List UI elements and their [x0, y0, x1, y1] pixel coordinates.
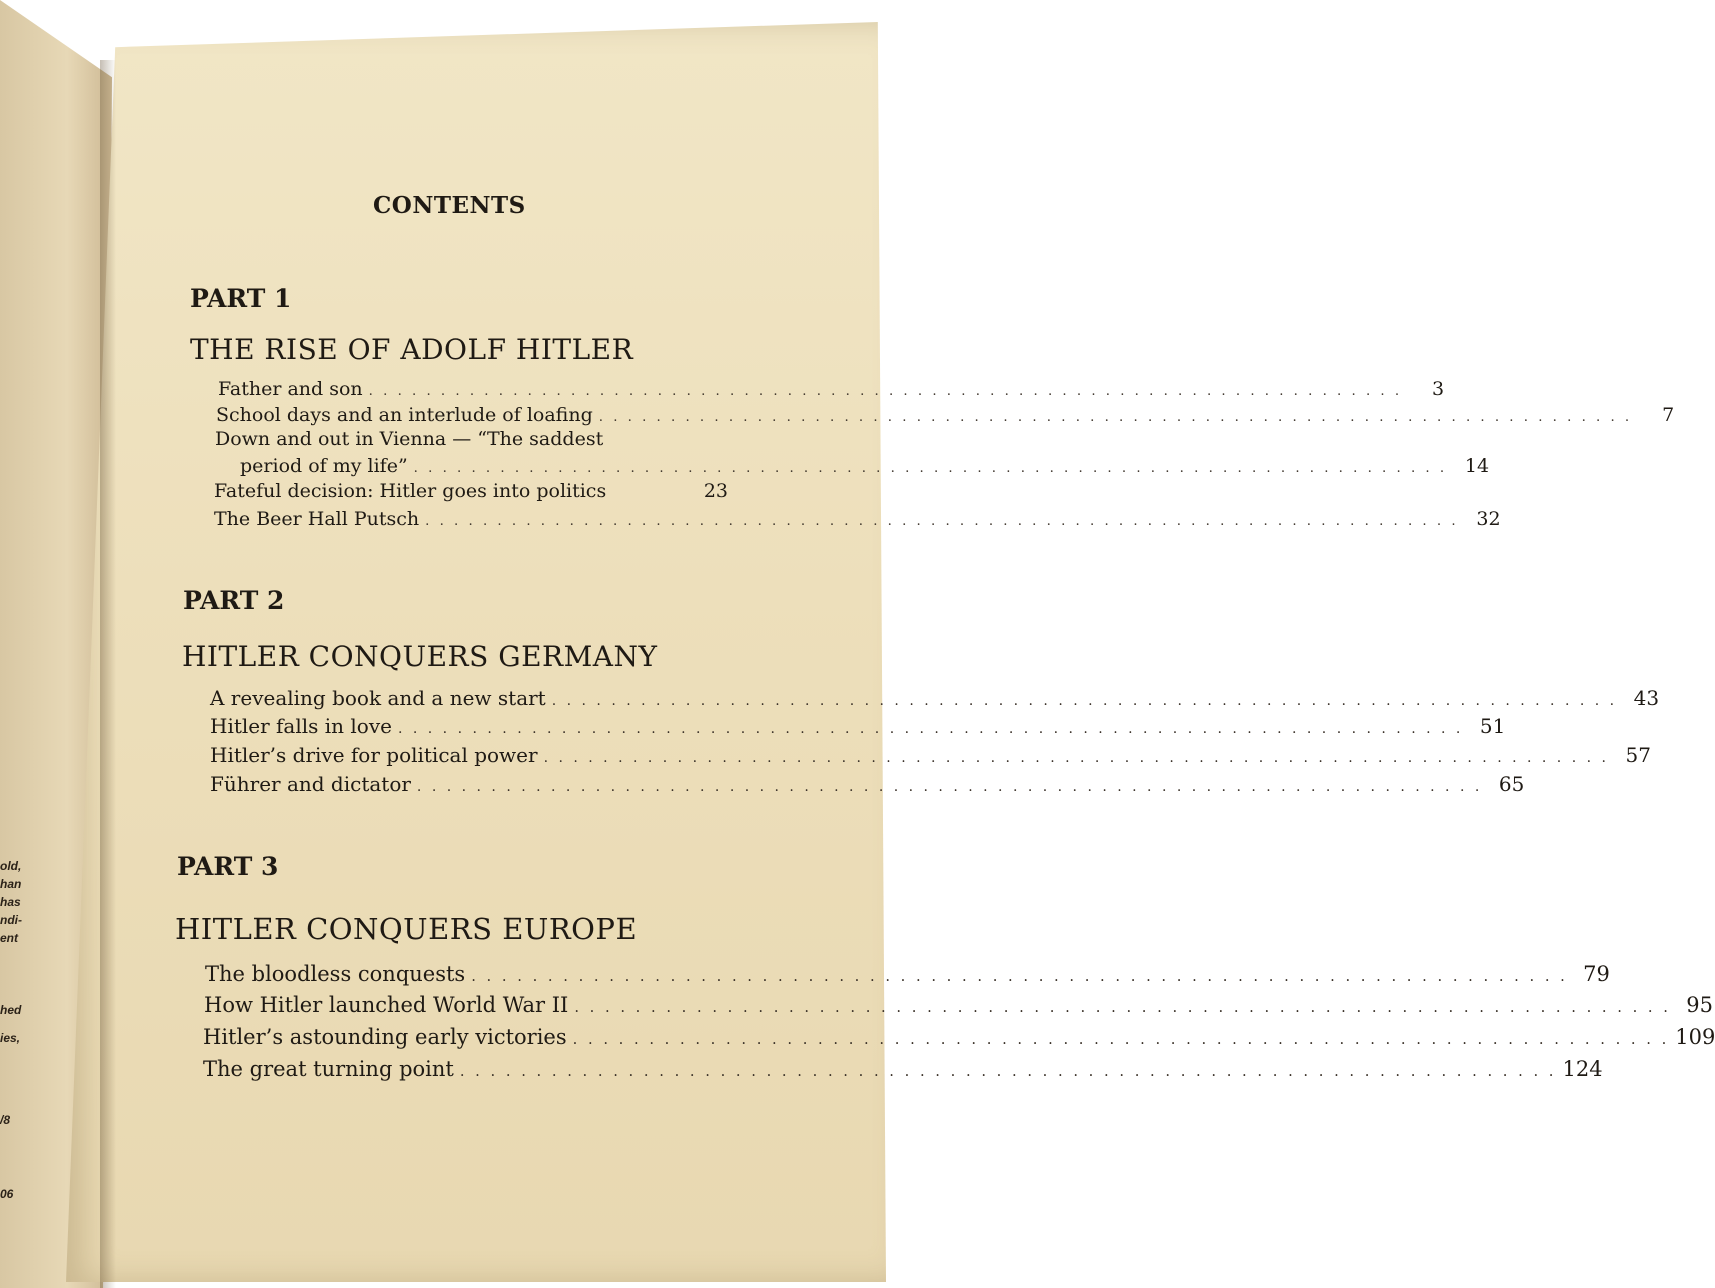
toc-entry-title: The Beer Hall Putsch — [214, 508, 420, 530]
toc-entry-title: Father and son — [218, 378, 363, 400]
toc-entry — [210, 772, 1525, 796]
previous-page-fragment: ent — [0, 931, 18, 945]
toc-entry-title: A revealing book and a new start — [210, 686, 546, 710]
toc-page-number: 23 — [703, 480, 728, 502]
toc-entry-title: Führer and dictator — [210, 772, 411, 796]
leader-dots: . . . . . . . . . . . . . . . . . . . . . . . . . . . . . . . . . . . . . . . . . . . . . . . . . . . . . . . . . . . . . . . . . . . . . . . . — [413, 461, 1448, 476]
toc-entry — [210, 714, 1506, 738]
leader-dots: . . . . . . . . . . . . . . . . . . . . . . . . . . . . . . . . . . . . . . . . . . . . . . . . . . . . . . . . . . . . . . . . . . . . . . . . — [416, 779, 1483, 795]
toc-page-number: 32 — [1476, 508, 1501, 530]
leader-dots: . . . . . . . . . . . . . . . . . . . . . . . . . . . . . . . . . . . . . . . . . . . . . . . . . . . . . . . . . . . . . . . . . . . . . . . . — [574, 999, 1671, 1016]
toc-entry-title: The bloodless conquests — [205, 962, 466, 986]
toc-page-number: 7 — [1662, 404, 1675, 426]
toc-page-number: 57 — [1625, 743, 1651, 767]
part-3-title: HITLER CONQUERS EUROPE — [175, 912, 638, 946]
leader-dots: . . . . . . . . . . . . . . . . . . . . . . . . . . . . . . . . . . . . . . . . . . . . . . . . . . . . . . . . . . . . . . . . . . . . . . . . — [397, 721, 1464, 737]
toc-entry — [205, 962, 1610, 986]
toc-page-number: 109 — [1675, 1025, 1715, 1049]
toc-page-number: 3 — [1431, 378, 1445, 400]
previous-page-fragment: 06 — [0, 1187, 14, 1201]
toc-page-number: 124 — [1562, 1057, 1603, 1081]
toc-entry-title: Hitler’s drive for political power — [210, 743, 538, 767]
leader-dots: . . . . . . . . . . . . . . . . . . . . . . . . . . . . . . . . . . . . . . . . . . . . . . . . . . . . . . . . . . . . . . . . . . . . . . . . — [471, 968, 1568, 985]
part-2-label: PART 2 — [183, 586, 285, 615]
contents-heading: CONTENTS — [373, 192, 526, 219]
toc-entry — [210, 686, 1660, 710]
toc-page-number: 65 — [1498, 772, 1525, 796]
part-3-label: PART 3 — [177, 852, 279, 881]
toc-page-number: 95 — [1686, 993, 1713, 1017]
toc-entry — [214, 480, 728, 502]
leader-dots: . . . . . . . . . . . . . . . . . . . . . . . . . . . . . . . . . . . . . . . . . . . . . . . . . . . . . . . . . . . . . . . . . . . . . . . . — [425, 514, 1459, 529]
part-2-title: HITLER CONQUERS GERMANY — [182, 640, 658, 673]
leader-dots: . . . . . . . . . . . . . . . . . . . . . . . . . . . . . . . . . . . . . . . . . . . . . . . . . . . . . . . . . . . . . . . . . . . . . . . . — [551, 693, 1618, 709]
toc-entry-title: Fateful decision: Hitler goes into politics — [214, 480, 607, 502]
toc-entry — [216, 404, 1675, 426]
previous-page-fragment: ies, — [0, 1031, 21, 1045]
part-1-label: PART 1 — [190, 284, 292, 313]
previous-page-fragment: ndi- — [0, 913, 22, 927]
leader-dots: . . . . . . . . . . . . . . . . . . . . . . . . . . . . . . . . . . . . . . . . . . . . . . . . . . . . . . . . . . . . . . . . . . . . . . . . — [368, 384, 1403, 399]
previous-page-fragment: has — [0, 895, 21, 909]
toc-entry — [218, 378, 1445, 400]
toc-entry-title: Down and out in Vienna — “The saddest — [215, 428, 604, 450]
toc-page-number: 51 — [1479, 714, 1506, 738]
toc-entry-title: School days and an interlude of loafing — [216, 404, 593, 426]
previous-page-fragment: hed — [0, 1003, 22, 1017]
toc-page-number: 79 — [1583, 962, 1610, 986]
toc-entry — [203, 1057, 1603, 1081]
toc-entry — [204, 993, 1713, 1017]
toc-page-number: 43 — [1633, 686, 1660, 710]
toc-entry — [240, 455, 1490, 477]
toc-entry — [203, 1025, 1715, 1049]
leader-dots: . . . . . . . . . . . . . . . . . . . . . . . . . . . . . . . . . . . . . . . . . . . . . . . . . . . . . . . . . . . . . . . . . . . . . . . . — [459, 1063, 1557, 1080]
previous-page-fragment: han — [0, 877, 22, 891]
toc-entry-title: Hitler falls in love — [210, 714, 392, 738]
toc-entry-continuation: period of my life” — [240, 455, 408, 477]
leader-dots: . . . . . . . . . . . . . . . . . . . . . . . . . . . . . . . . . . . . . . . . . . . . . . . . . . . . . . . . . . . . . . . . . . . . . . . . — [598, 410, 1633, 425]
part-1-title: THE RISE OF ADOLF HITLER — [190, 333, 634, 366]
toc-entry-title: How Hitler launched World War II — [204, 993, 569, 1017]
toc-page-number: 14 — [1464, 455, 1490, 477]
toc-entry — [210, 743, 1651, 767]
leader-dots: . . . . . . . . . . . . . . . . . . . . . . . . . . . . . . . . . . . . . . . . . . . . . . . . . . . . . . . . . . . . . . . . . . . . . . . . — [572, 1031, 1670, 1048]
toc-entry-title: Hitler’s astounding early victories — [203, 1025, 567, 1049]
previous-page-fragment: /8 — [0, 1113, 11, 1127]
leader-dots: . . . . . . . . . . . . . . . . . . . . . . . . . . . . . . . . . . . . . . . . . . . . . . . . . . . . . . . . . . . . . . . . . . . . . . . . — [543, 750, 1609, 766]
previous-page-fragment: old, — [0, 859, 22, 873]
toc-entry-title: The great turning point — [203, 1057, 454, 1081]
toc-entry — [214, 508, 1501, 530]
